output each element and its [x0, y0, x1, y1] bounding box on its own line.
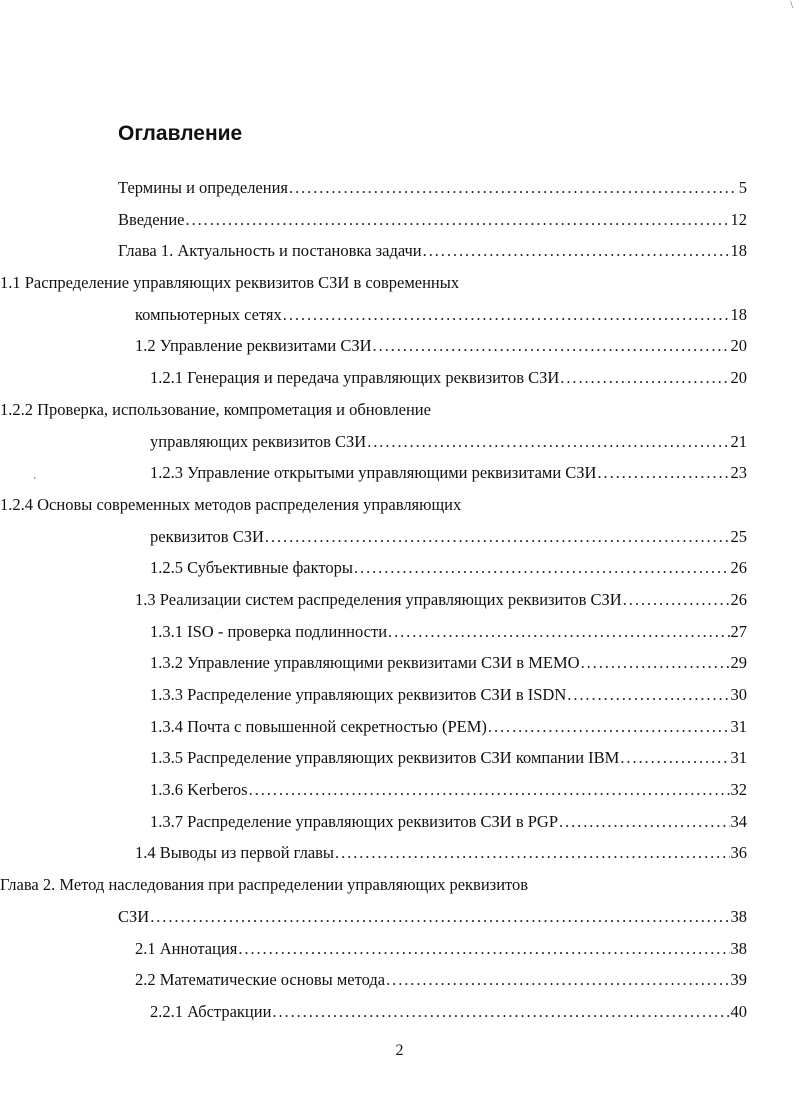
toc-entry[interactable]	[0, 457, 799, 489]
dot-leader	[265, 521, 730, 553]
toc-entry-text: 2.2 Математические основы метода	[135, 970, 386, 990]
toc-entry[interactable]	[0, 616, 799, 648]
toc-entry-page: 31	[730, 748, 747, 768]
toc-entry-text: СЗИ	[118, 906, 150, 926]
toc-entry-text: 1.3.1 ISO - проверка подлинности	[150, 621, 388, 641]
dot-leader	[354, 552, 730, 584]
toc-entry[interactable]	[0, 901, 799, 933]
dot-leader	[597, 457, 729, 489]
toc-entry-page: 23	[730, 463, 747, 483]
toc-entry-text: 1.3.5 Распределение управляющих реквизитов СЗИ компании IBM	[150, 748, 620, 768]
toc-entry-text-line1: Глава 2. Метод наследования при распределении управляющих реквизитов	[0, 875, 529, 895]
toc-entry-page: 30	[730, 685, 747, 704]
dot-leader	[581, 647, 730, 679]
toc-entry-page: 18	[730, 304, 747, 324]
toc-entry-page: 38	[730, 938, 747, 958]
toc-entry-heading-line	[0, 869, 799, 901]
toc-entry-text: Термины и определения	[118, 178, 289, 197]
toc-entry[interactable]	[0, 933, 799, 965]
dot-leader	[238, 933, 729, 965]
dot-leader	[386, 964, 729, 996]
toc-entry-heading-line	[0, 489, 799, 521]
toc-entry-page: 31	[730, 716, 747, 736]
dot-leader	[567, 679, 729, 711]
toc-entry[interactable]	[0, 679, 799, 711]
toc-entry-heading-line	[0, 267, 799, 299]
toc-entry-page: 40	[730, 1001, 747, 1021]
toc-entry[interactable]	[0, 362, 799, 394]
toc-entry[interactable]	[0, 742, 799, 774]
dot-leader	[559, 806, 729, 838]
toc-entry-page: 26	[730, 558, 747, 578]
toc-entry-page: 5	[738, 178, 747, 197]
toc-entry[interactable]	[0, 806, 799, 838]
toc-entry-page: 26	[730, 589, 747, 609]
page-title: Оглавление	[118, 122, 243, 146]
toc-entry-text: 1.3.4 Почта с повышенной секретностью (PEM)	[150, 716, 487, 736]
toc-entry-page: 32	[730, 780, 747, 800]
toc-entry[interactable]	[0, 521, 799, 553]
dot-leader	[488, 711, 730, 743]
toc-entry[interactable]	[0, 584, 799, 616]
toc-entry[interactable]	[0, 964, 799, 996]
dot-leader	[283, 299, 730, 331]
dot-leader	[272, 996, 729, 1028]
toc-entry-page: 20	[730, 336, 747, 356]
toc-entry-text-line1: 1.2.4 Основы современных методов распределения управляющих	[0, 494, 462, 514]
dot-leader	[560, 362, 729, 394]
toc-entry-text: 2.2.1 Абстракции	[150, 1001, 272, 1021]
toc-entry[interactable]	[0, 774, 799, 806]
toc-entry[interactable]	[0, 204, 799, 236]
toc-entry-text: реквизитов СЗИ	[150, 526, 264, 546]
dot-leader	[335, 837, 729, 869]
toc-entry-text: 1.4 Выводы из первой главы	[135, 843, 335, 863]
toc-entry-text-line1: 1.1 Распределение управляющих реквизитов СЗИ в современных	[0, 273, 460, 293]
toc-entry[interactable]	[0, 552, 799, 584]
toc-entry-page: 12	[730, 209, 747, 229]
toc-entry-page: 34	[730, 811, 747, 831]
toc-entry-page: 39	[730, 970, 747, 990]
dot-leader	[620, 742, 729, 774]
toc-entry-page: 21	[730, 431, 747, 451]
toc-entry[interactable]	[0, 426, 799, 458]
toc-entry[interactable]	[0, 837, 799, 869]
toc-entry-text: 1.3.2 Управление управляющими реквизитами СЗИ в МЕМО	[150, 653, 580, 673]
toc-entry-page: 29	[730, 653, 747, 673]
toc-entry-text: управляющих реквизитов СЗИ	[150, 431, 367, 451]
toc-entry-page: 36	[730, 843, 747, 863]
toc-entry-text: 1.3.7 Распределение управляющих реквизитов СЗИ в PGP	[150, 811, 559, 831]
dot-leader	[373, 330, 730, 362]
dot-leader	[623, 584, 730, 616]
dot-leader	[388, 616, 729, 648]
scan-margin-mark: '	[34, 476, 36, 487]
toc-entry-text: 1.2 Управление реквизитами СЗИ	[135, 336, 372, 356]
dot-leader	[186, 204, 730, 236]
toc-entry-page: 27	[730, 621, 747, 641]
table-of-contents	[0, 172, 799, 1028]
dot-leader	[249, 774, 730, 806]
toc-entry-text: 1.3 Реализации систем распределения управляющих реквизитов СЗИ	[135, 589, 622, 609]
toc-entry-text: 1.2.1 Генерация и передача управляющих реквизитов СЗИ	[150, 368, 560, 388]
toc-entry-text: Введение	[118, 209, 185, 229]
dot-leader	[150, 901, 729, 933]
toc-entry-page: 38	[730, 906, 747, 926]
toc-entry[interactable]	[0, 299, 799, 331]
toc-entry-text: 1.2.5 Субъективные факторы	[150, 558, 353, 578]
toc-entry-page: 20	[730, 368, 747, 388]
toc-entry-text: компьютерных сетях	[135, 304, 282, 324]
toc-entry[interactable]	[0, 172, 799, 204]
toc-entry[interactable]	[0, 996, 799, 1028]
toc-entry-text: Глава 1. Актуальность и постановка задачи	[118, 241, 422, 261]
toc-entry-text: 1.3.6 Kerberos	[150, 780, 248, 800]
toc-entry-heading-line	[0, 394, 799, 426]
dot-leader	[367, 426, 729, 458]
toc-entry-text-line1: 1.2.2 Проверка, использование, компрометация и обновление	[0, 399, 431, 419]
toc-entry-page: 18	[730, 241, 747, 261]
dot-leader	[289, 172, 738, 204]
scan-corner-mark: \	[790, 0, 793, 11]
toc-entry-text: 1.2.3 Управление открытыми управляющими реквизитами СЗИ	[150, 463, 597, 483]
toc-entry[interactable]	[0, 711, 799, 743]
toc-entry-page: 25	[730, 526, 747, 546]
toc-entry[interactable]	[0, 330, 799, 362]
toc-entry[interactable]	[0, 235, 799, 267]
page-number: 2	[395, 1042, 404, 1059]
toc-entry-text: 1.3.3 Распределение управляющих реквизитов СЗИ в ISDN	[150, 685, 567, 704]
toc-entry[interactable]	[0, 647, 799, 679]
dot-leader	[423, 235, 730, 267]
toc-entry-text: 2.1 Аннотация	[135, 938, 238, 958]
